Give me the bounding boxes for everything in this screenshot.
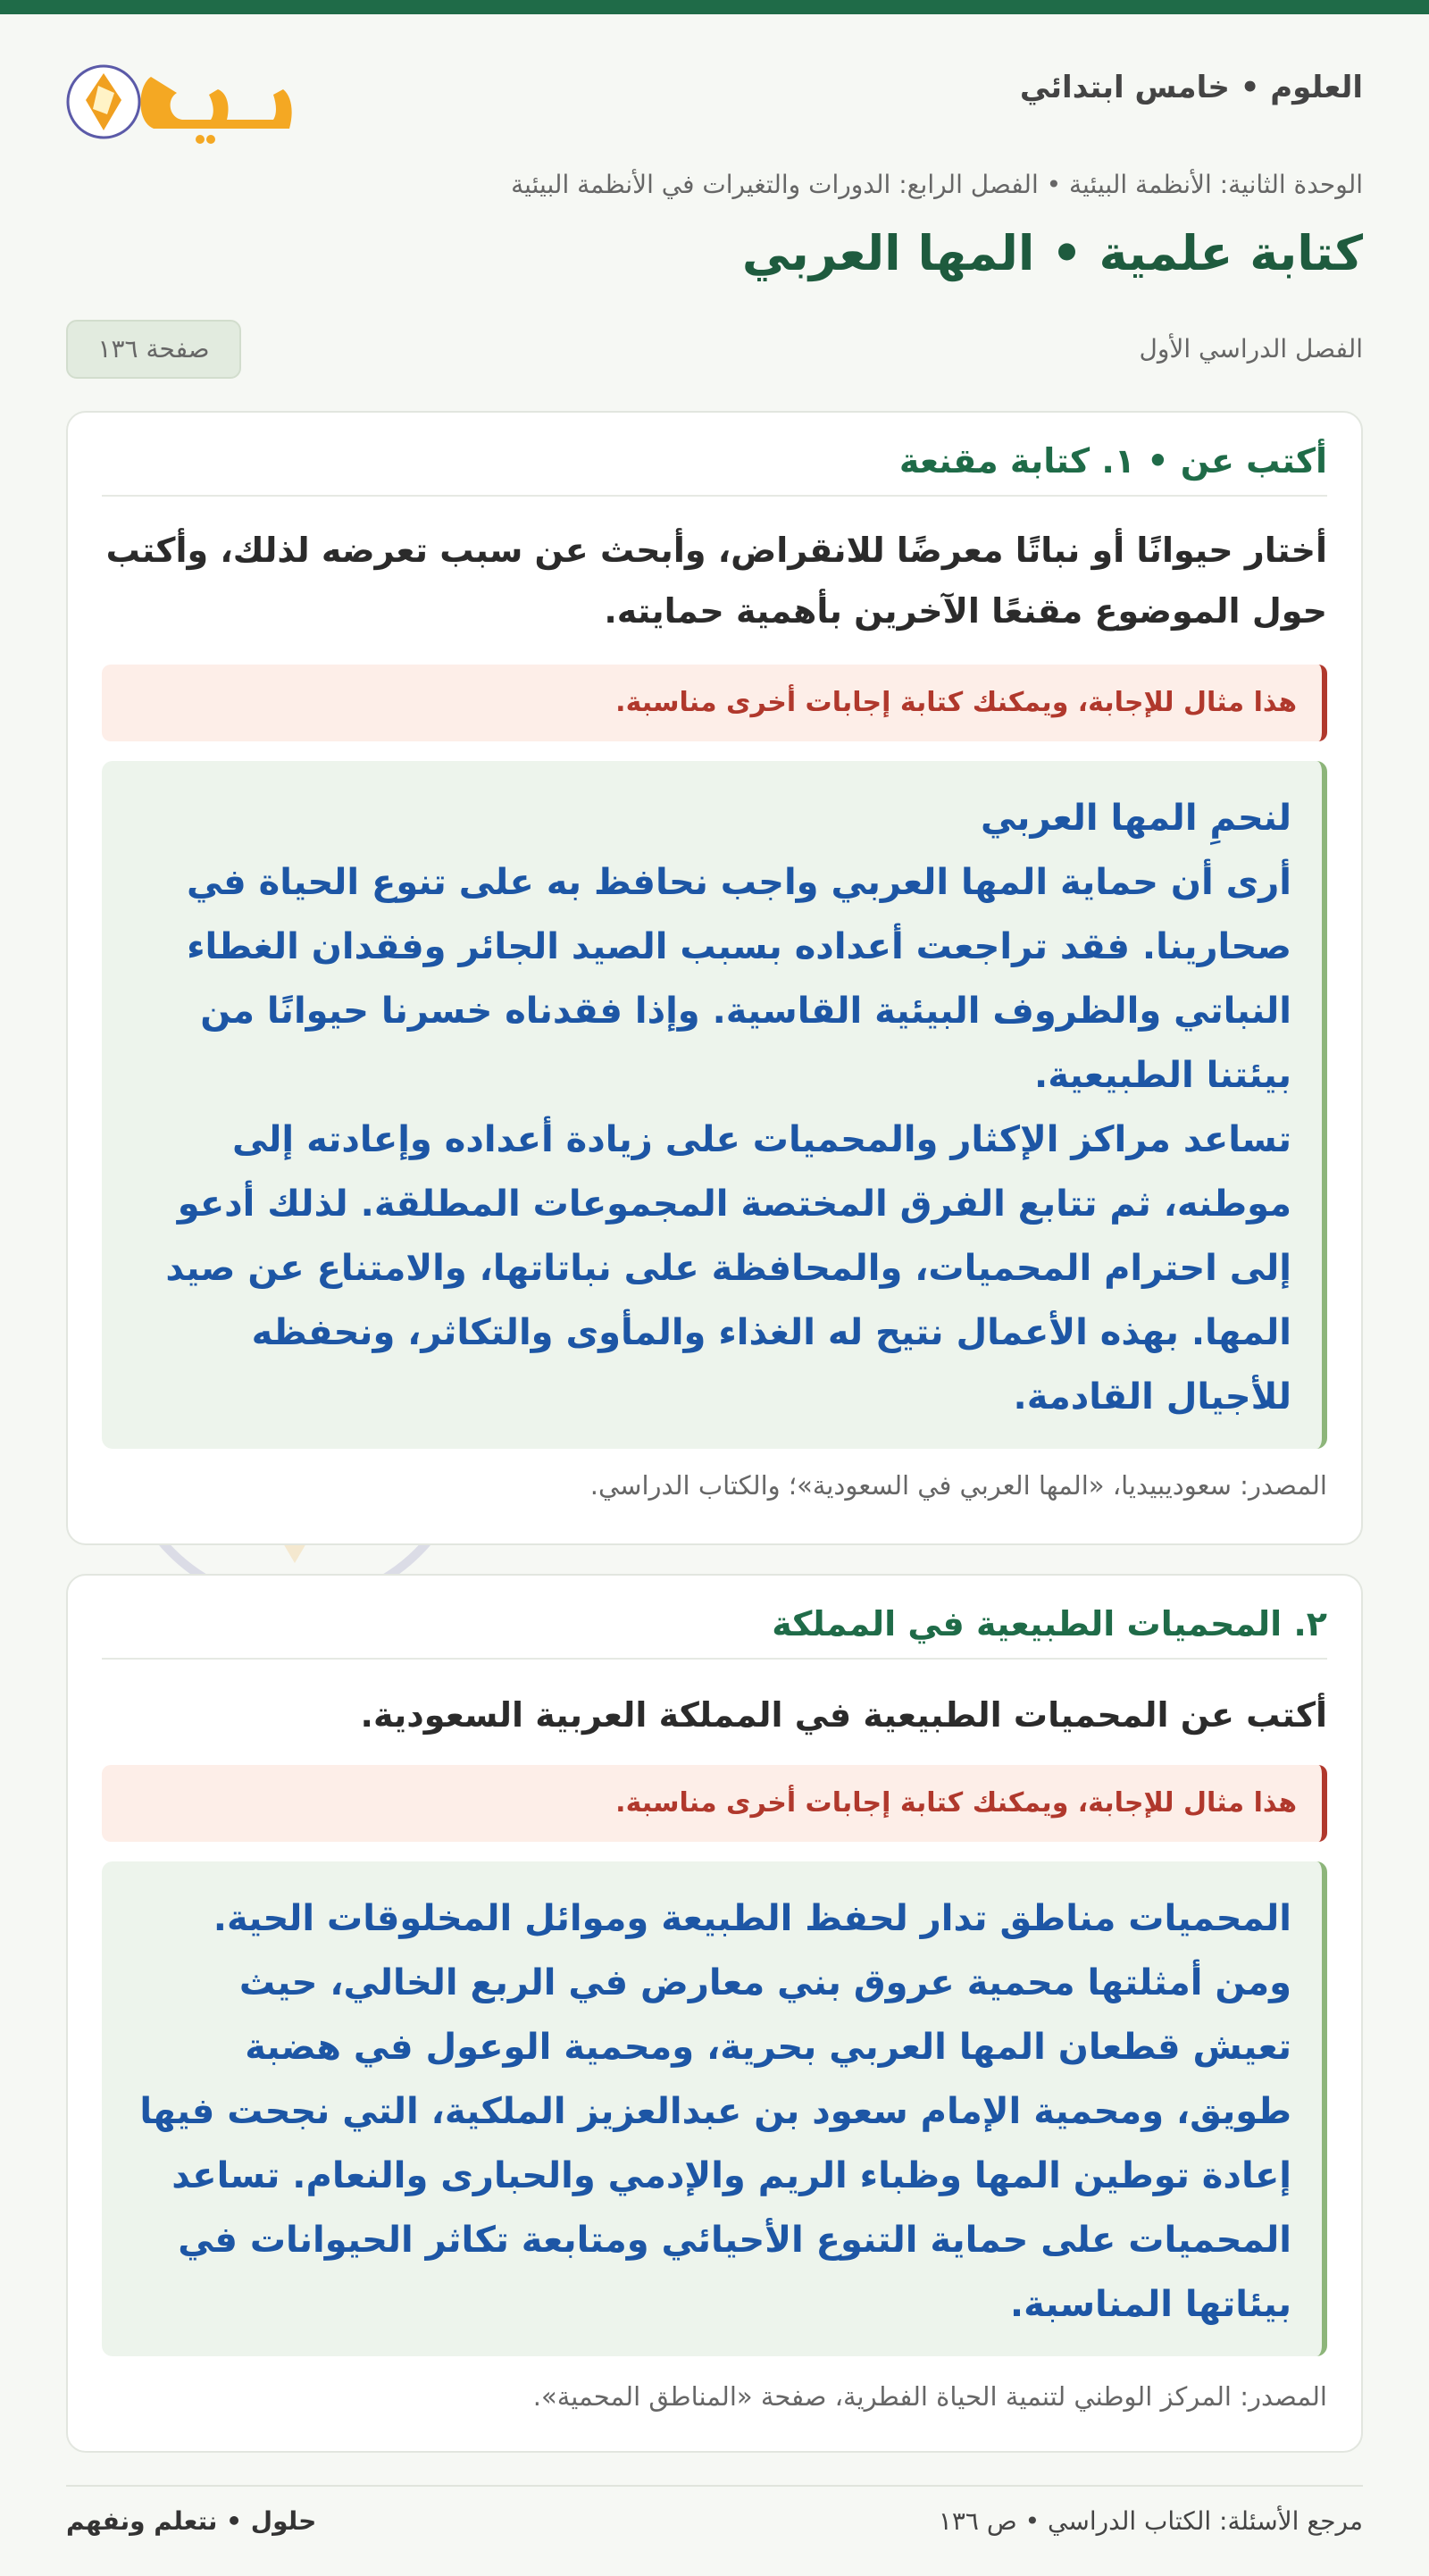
answer-paragraph: تساعد مراكز الإكثار والمحميات على زيادة أعداده وإعادته إلى موطنه، ثم تتابع الفرق المختصة المجموعات المطلقة. لذلك أدعو إلى احترام المحميات، والمحافظة على نباتاتها، والامتناع عن صيد المها. بهذه الأعمال نتيح له الغذاء والمأوى والتكاثر، ونحفظه للأجيال القادمة. [165, 1119, 1291, 1418]
question-text: أكتب عن المحميات الطبيعية في المملكة العربية السعودية. [360, 1695, 1327, 1735]
section-persuasive-writing [66, 411, 1363, 1545]
breadcrumb: الوحدة الثانية: الأنظمة البيئية • الفصل الرابع: الدورات والتغيرات في الأنظمة البيئية [511, 170, 1363, 199]
answer-paragraph: المحميات مناطق تدار لحفظ الطبيعة وموائل المخلوقات الحية. ومن أمثلتها محمية عروق بني معارض في الربع الخالي، حيث تعيش قطعان المها العربي بحرية، ومحمية الوعول في هضبة طويق، ومحمية الإمام سعود بن عبدالعزيز الملكية، التي نجحت فيها إعادة توطين المها وظباء الريم والإدمي والحبارى والنعام. تساعد المحميات على حماية التنوع الأحيائي ومتابعة تكاثر الحيوانات في بيئاتها المناسبة. [139, 1898, 1291, 2325]
answer-note: هذا مثال للإجابة، ويمكنك كتابة إجابات أخرى مناسبة. [102, 1765, 1327, 1842]
question-text: أختار حيوانًا أو نباتًا معرضًا للانقراض، وأبحث عن سبب تعرضه لذلك، وأكتب حول الموضوع مقنعًا الآخرين بأهمية حمايته. [105, 531, 1327, 631]
answer-paragraph: أرى أن حماية المها العربي واجب نحافظ به على تنوع الحياة في صحارينا. فقد تراجعت أعداده بسبب الصيد الجائر وفقدان الغطاء النباتي والظروف البيئية القاسية. وإذا فقدناه خسرنا حيوانًا من بيئتنا الطبيعية. [187, 862, 1291, 1096]
top-accent-bar [0, 0, 1429, 14]
section-heading: ٢. المحميات الطبيعية في المملكة [102, 1604, 1327, 1660]
footer-divider [66, 2485, 1363, 2487]
section-nature-reserves [66, 1574, 1363, 2453]
footer-brand[interactable]: حلول • نتعلم ونفهم [66, 2506, 317, 2536]
source-citation: المصدر: سعوديبيديا، «المها العربي في السعودية»؛ والكتاب الدراسي. [589, 1470, 1327, 1501]
answer-box [102, 761, 1327, 1449]
answer-box [102, 1861, 1327, 2356]
footer-reference: مرجع الأسئلة: الكتاب الدراسي • ص ١٣٦ [938, 2506, 1363, 2536]
semester-label: الفصل الدراسي الأول [1139, 334, 1363, 364]
page-number-badge: صفحة ١٣٦ [66, 320, 241, 379]
answer-title: لنحمِ المها العربي [980, 798, 1291, 839]
section-heading: أكتب عن • ١. كتابة مقنعة [102, 441, 1327, 497]
source-citation: المصدر: المركز الوطني لتنمية الحياة الفطرية، صفحة «المناطق المحمية». [532, 2381, 1327, 2412]
subject-label: العلوم • خامس ابتدائي [1019, 70, 1363, 105]
page-header [66, 50, 1363, 148]
page-title: كتابة علمية • المها العربي [741, 225, 1363, 281]
answer-note: هذا مثال للإجابة، ويمكنك كتابة إجابات أخرى مناسبة. [102, 665, 1327, 741]
hulul-logo[interactable] [66, 50, 298, 148]
